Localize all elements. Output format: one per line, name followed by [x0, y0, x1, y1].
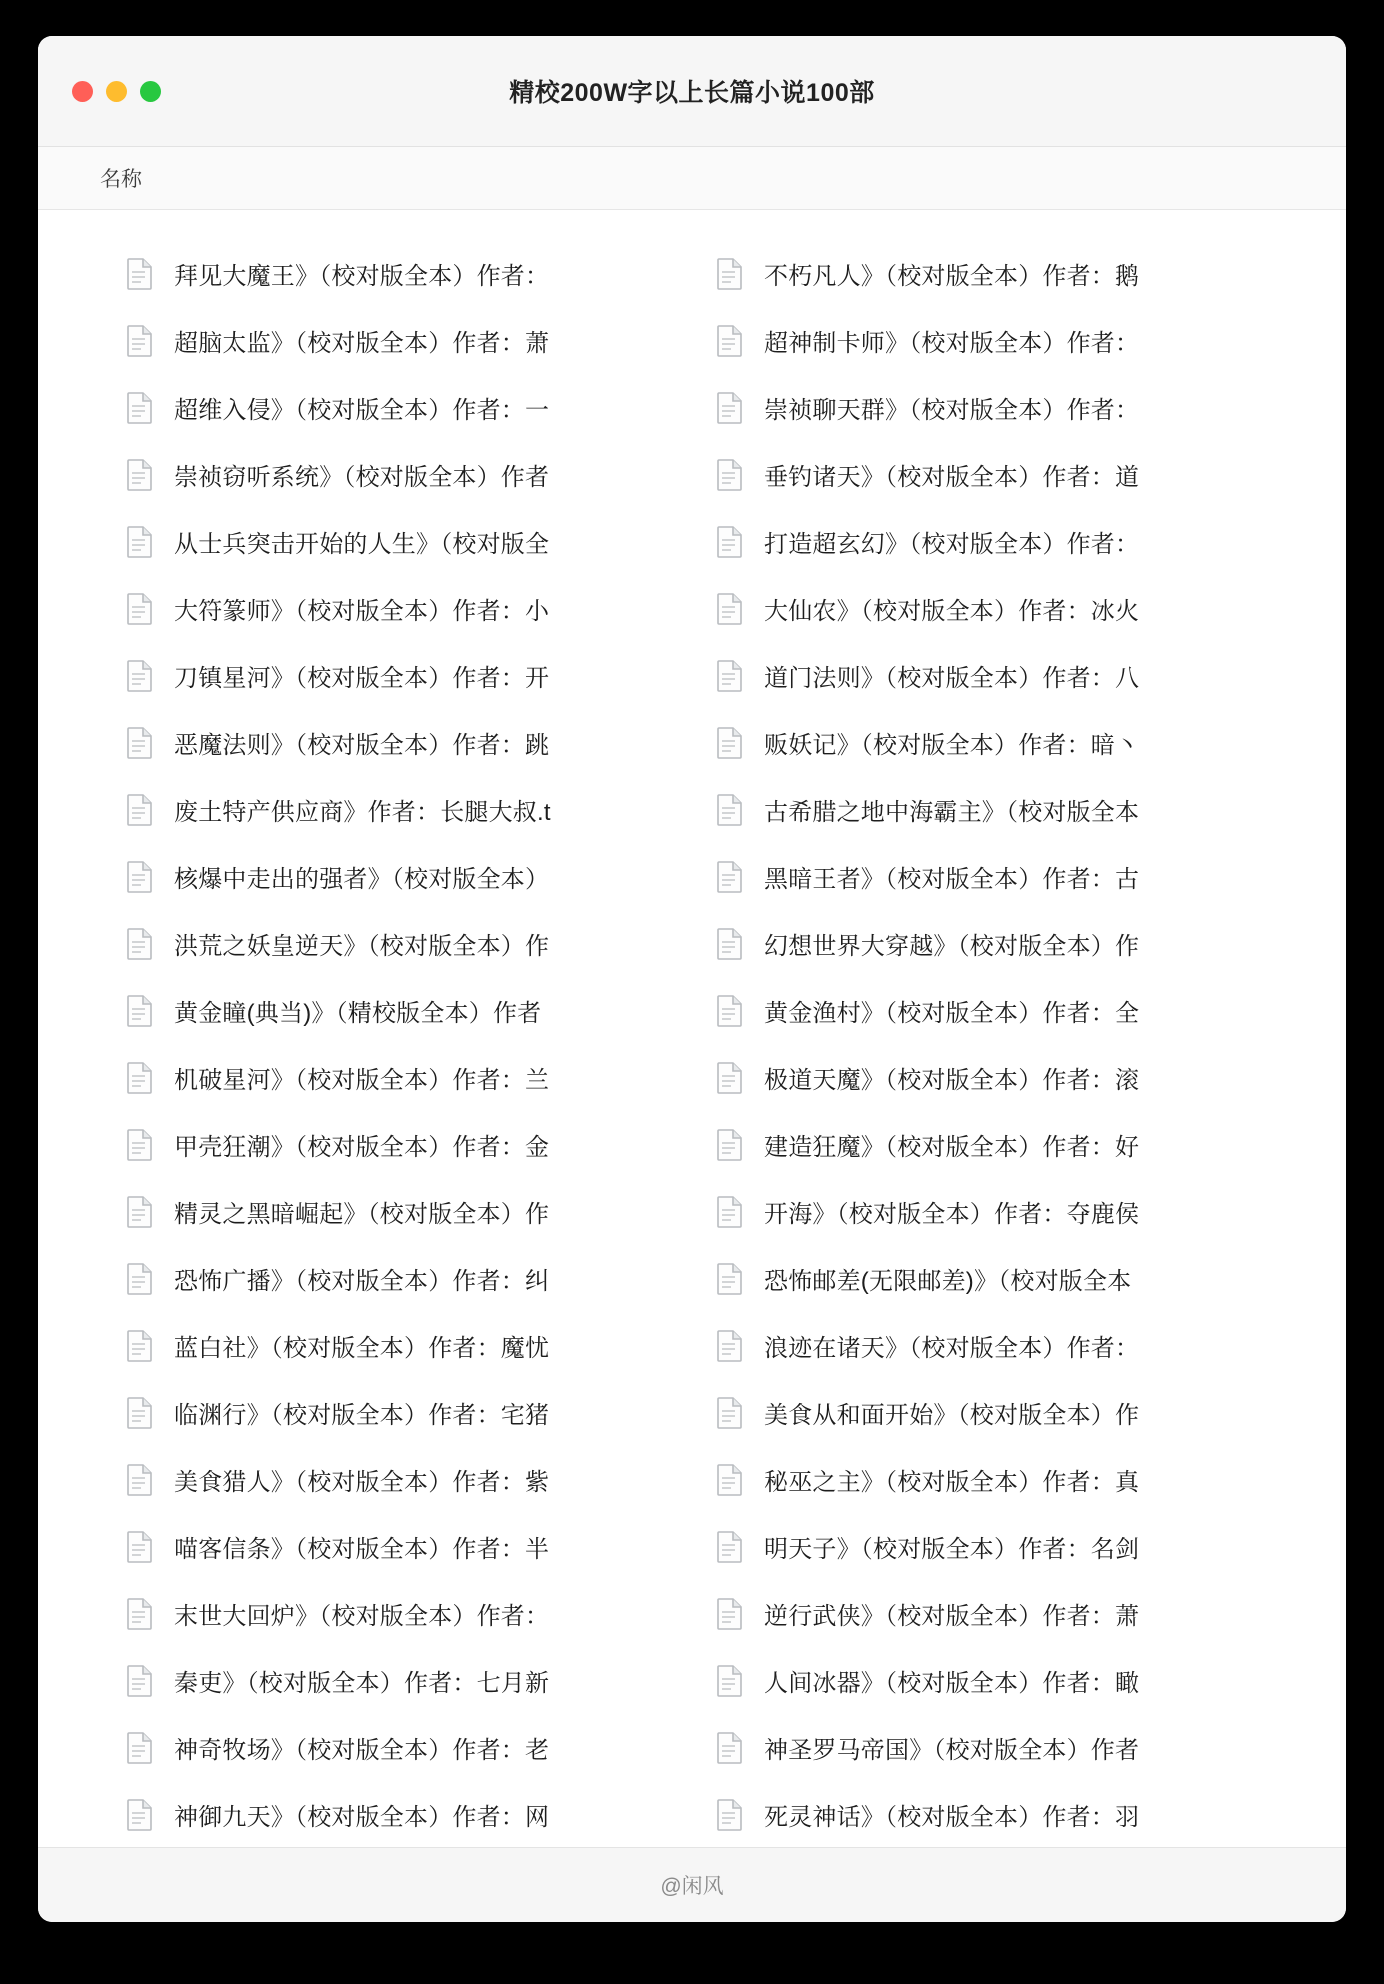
- document-icon: [126, 794, 152, 826]
- credit-watermark: @闲风: [660, 1875, 724, 1898]
- file-name: 恐怖广播》（校对版全本）作者：纠: [174, 1268, 550, 1295]
- list-item[interactable]: [126, 374, 692, 441]
- document-icon: [126, 1397, 152, 1429]
- file-name: 恶魔法则》（校对版全本）作者：跳: [174, 732, 550, 759]
- list-item[interactable]: [716, 642, 1346, 709]
- list-item[interactable]: [126, 1580, 692, 1647]
- file-name: 建造狂魔》（校对版全本）作者：好: [764, 1134, 1140, 1161]
- document-icon: [126, 325, 152, 357]
- file-name: 超维入侵》（校对版全本）作者：一: [174, 397, 550, 424]
- list-item[interactable]: [716, 1781, 1346, 1847]
- file-name: 浪迹在诸天》（校对版全本）作者：: [764, 1335, 1140, 1362]
- list-item[interactable]: [716, 709, 1346, 776]
- document-icon: [126, 593, 152, 625]
- list-item[interactable]: [126, 240, 692, 307]
- file-name: 秘巫之主》（校对版全本）作者：真: [764, 1469, 1140, 1496]
- file-name: 蓝白社》（校对版全本）作者：魔忧: [174, 1335, 550, 1362]
- file-name: 神御九天》（校对版全本）作者：网: [174, 1804, 550, 1831]
- document-icon: [126, 258, 152, 290]
- document-icon: [716, 258, 742, 290]
- list-item[interactable]: [126, 1781, 692, 1847]
- file-name: 贩妖记》（校对版全本）作者：暗丶: [764, 732, 1140, 759]
- document-icon: [716, 593, 742, 625]
- list-item[interactable]: [126, 441, 692, 508]
- file-list-column-right: [692, 240, 1346, 1847]
- list-item[interactable]: [716, 307, 1346, 374]
- list-item[interactable]: [126, 307, 692, 374]
- list-item[interactable]: [126, 642, 692, 709]
- file-name: 道门法则》（校对版全本）作者：八: [764, 665, 1140, 692]
- document-icon: [716, 1464, 742, 1496]
- list-item[interactable]: [716, 1714, 1346, 1781]
- file-name: 精灵之黑暗崛起》（校对版全本）作: [174, 1201, 550, 1228]
- list-item[interactable]: [126, 1446, 692, 1513]
- file-name: 刀镇星河》（校对版全本）作者：开: [174, 665, 550, 692]
- document-icon: [126, 1799, 152, 1831]
- document-icon: [126, 861, 152, 893]
- list-item[interactable]: [126, 1714, 692, 1781]
- list-item[interactable]: [126, 1379, 692, 1446]
- window-title: 精校200W字以上长篇小说100部: [509, 79, 875, 107]
- file-name: 洪荒之妖皇逆天》（校对版全本）作: [174, 933, 550, 960]
- file-name: 死灵神话》（校对版全本）作者：羽: [764, 1804, 1140, 1831]
- document-icon: [716, 660, 742, 692]
- document-icon: [716, 1196, 742, 1228]
- list-item[interactable]: [716, 1379, 1346, 1446]
- list-item[interactable]: [126, 575, 692, 642]
- document-icon: [716, 1665, 742, 1697]
- list-item[interactable]: [716, 240, 1346, 307]
- file-name: 超神制卡师》（校对版全本）作者：: [764, 330, 1140, 357]
- traffic-light-buttons: [72, 81, 161, 102]
- file-name: 人间冰器》（校对版全本）作者：瞰: [764, 1670, 1140, 1697]
- file-name: 崇祯窃听系统》（校对版全本）作者: [174, 464, 550, 491]
- document-icon: [126, 1129, 152, 1161]
- document-icon: [126, 660, 152, 692]
- file-name: 黄金渔村》（校对版全本）作者：全: [764, 1000, 1140, 1027]
- file-name: 黄金瞳(典当)》（精校版全本）作者: [174, 1000, 542, 1027]
- file-name: 幻想世界大穿越》（校对版全本）作: [764, 933, 1140, 960]
- document-icon: [126, 1062, 152, 1094]
- maximize-button-icon[interactable]: [140, 81, 161, 102]
- document-icon: [716, 1799, 742, 1831]
- document-icon: [716, 459, 742, 491]
- document-icon: [716, 526, 742, 558]
- document-icon: [716, 861, 742, 893]
- document-icon: [716, 1129, 742, 1161]
- file-name: 打造超玄幻》（校对版全本）作者：: [764, 531, 1140, 558]
- file-name: 黑暗王者》（校对版全本）作者：古: [764, 866, 1140, 893]
- list-item[interactable]: [126, 843, 692, 910]
- document-icon: [126, 1263, 152, 1295]
- document-icon: [126, 995, 152, 1027]
- document-icon: [716, 1397, 742, 1429]
- document-icon: [126, 1330, 152, 1362]
- list-item[interactable]: [716, 1312, 1346, 1379]
- file-name: 恐怖邮差(无限邮差)》（校对版全本: [764, 1268, 1132, 1295]
- document-icon: [126, 727, 152, 759]
- list-item[interactable]: [716, 441, 1346, 508]
- file-name: 明天子》（校对版全本）作者：名剑: [764, 1536, 1140, 1563]
- file-name: 从士兵突击开始的人生》（校对版全: [174, 531, 550, 558]
- document-icon: [716, 1330, 742, 1362]
- list-item[interactable]: [126, 709, 692, 776]
- document-icon: [716, 995, 742, 1027]
- file-name: 大符篆师》（校对版全本）作者：小: [174, 598, 550, 625]
- document-icon: [126, 459, 152, 491]
- file-name: 神圣罗马帝国》（校对版全本）作者: [764, 1737, 1140, 1764]
- file-name: 古希腊之地中海霸主》（校对版全本: [764, 799, 1140, 826]
- list-item[interactable]: [126, 1044, 692, 1111]
- list-item[interactable]: [716, 1178, 1346, 1245]
- file-name: 超脑太监》（校对版全本）作者：萧: [174, 330, 550, 357]
- document-icon: [126, 1665, 152, 1697]
- list-item[interactable]: [126, 1312, 692, 1379]
- document-icon: [126, 1464, 152, 1496]
- document-icon: [716, 1732, 742, 1764]
- file-name: 不朽凡人》（校对版全本）作者：鹅: [764, 263, 1140, 290]
- list-item[interactable]: [126, 910, 692, 977]
- file-name: 逆行武侠》（校对版全本）作者：萧: [764, 1603, 1140, 1630]
- file-name: 秦吏》（校对版全本）作者：七月新: [174, 1670, 550, 1697]
- document-icon: [716, 1263, 742, 1295]
- list-item[interactable]: [716, 1513, 1346, 1580]
- list-item[interactable]: [716, 1580, 1346, 1647]
- list-item[interactable]: [716, 977, 1346, 1044]
- document-icon: [126, 392, 152, 424]
- file-list-column-left: [38, 240, 692, 1847]
- list-item[interactable]: [716, 776, 1346, 843]
- list-item[interactable]: [716, 910, 1346, 977]
- document-icon: [126, 1732, 152, 1764]
- file-list: [38, 210, 1346, 1847]
- file-name: 末世大回炉》（校对版全本）作者：: [174, 1603, 550, 1630]
- list-item[interactable]: [126, 1245, 692, 1312]
- list-item[interactable]: [126, 1513, 692, 1580]
- window-titlebar[interactable]: [38, 36, 1346, 147]
- document-icon: [126, 1531, 152, 1563]
- list-item[interactable]: [716, 1647, 1346, 1714]
- document-icon: [126, 1598, 152, 1630]
- list-item[interactable]: [716, 843, 1346, 910]
- document-icon: [126, 928, 152, 960]
- column-header-bar: [38, 147, 1346, 210]
- list-item[interactable]: [716, 1111, 1346, 1178]
- document-icon: [716, 1531, 742, 1563]
- file-name: 拜见大魔王》（校对版全本）作者：: [174, 263, 550, 290]
- file-name: 美食猎人》（校对版全本）作者：紫: [174, 1469, 550, 1496]
- document-icon: [716, 1598, 742, 1630]
- file-name: 废土特产供应商》作者：长腿大叔.t: [174, 799, 551, 826]
- document-icon: [126, 526, 152, 558]
- window-footer: [38, 1847, 1346, 1922]
- close-button-icon[interactable]: [72, 81, 93, 102]
- document-icon: [716, 727, 742, 759]
- file-name: 垂钓诸天》（校对版全本）作者：道: [764, 464, 1140, 491]
- minimize-button-icon[interactable]: [106, 81, 127, 102]
- document-icon: [716, 928, 742, 960]
- column-header-name[interactable]: 名称: [100, 168, 142, 191]
- file-name: 甲壳狂潮》（校对版全本）作者：金: [174, 1134, 550, 1161]
- document-icon: [716, 325, 742, 357]
- list-item[interactable]: [126, 1647, 692, 1714]
- file-name: 喵客信条》（校对版全本）作者：半: [174, 1536, 550, 1563]
- document-icon: [716, 392, 742, 424]
- list-item[interactable]: [716, 374, 1346, 441]
- file-name: 神奇牧场》（校对版全本）作者：老: [174, 1737, 550, 1764]
- list-item[interactable]: [716, 508, 1346, 575]
- document-icon: [716, 1062, 742, 1094]
- file-name: 开海》（校对版全本）作者：夺鹿侯: [764, 1201, 1140, 1228]
- file-name: 机破星河》（校对版全本）作者：兰: [174, 1067, 550, 1094]
- file-name: 核爆中走出的强者》（校对版全本）: [174, 866, 550, 893]
- file-name: 临渊行》（校对版全本）作者：宅猪: [174, 1402, 550, 1429]
- file-name: 极道天魔》（校对版全本）作者：滚: [764, 1067, 1140, 1094]
- file-name: 大仙农》（校对版全本）作者：冰火: [764, 598, 1140, 625]
- list-item[interactable]: [126, 1178, 692, 1245]
- file-name: 崇祯聊天群》（校对版全本）作者：: [764, 397, 1140, 424]
- list-item[interactable]: [716, 1044, 1346, 1111]
- finder-window: [38, 36, 1346, 1922]
- list-item[interactable]: [126, 508, 692, 575]
- list-item[interactable]: [716, 1446, 1346, 1513]
- list-item[interactable]: [126, 977, 692, 1044]
- list-item[interactable]: [716, 575, 1346, 642]
- list-item[interactable]: [716, 1245, 1346, 1312]
- document-icon: [126, 1196, 152, 1228]
- list-item[interactable]: [126, 776, 692, 843]
- list-item[interactable]: [126, 1111, 692, 1178]
- file-name: 美食从和面开始》（校对版全本）作: [764, 1402, 1140, 1429]
- document-icon: [716, 794, 742, 826]
